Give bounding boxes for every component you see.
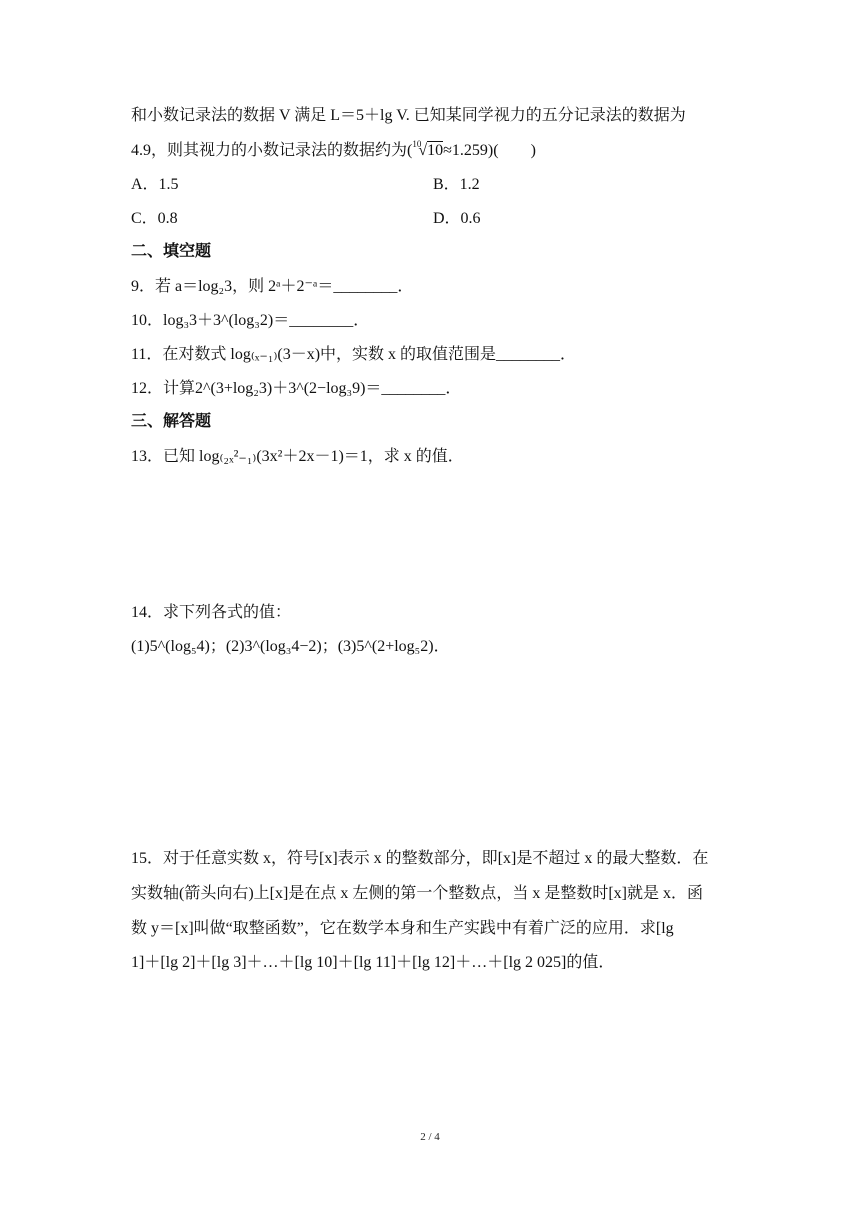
option-c: C．0.8 [131, 210, 178, 227]
section-fill-in-heading: 二、填空题 [131, 243, 212, 260]
question-15-line-3: 数 y＝[x]叫做“取整函数”，它在数学本身和生产实践中有着广泛的应用．求[lg [131, 920, 674, 937]
root-index: 10 [412, 139, 422, 149]
intro-line-1: 和小数记录法的数据 V 满足 L＝5＋lg V. 已知某同学视力的五分记录法的数据为 [131, 107, 686, 124]
intro-line-2-suffix: ≈1.259)( ) [443, 142, 536, 159]
radical-sign-icon: √ [418, 142, 428, 159]
question-15-line-4: 1]＋[lg 2]＋[lg 3]＋…＋[lg 10]＋[lg 11]＋[lg 12]＋…＋[lg 2 025]的值． [131, 954, 615, 971]
tenth-root-expression [412, 140, 443, 162]
question-15-line-1: 15．对于任意实数 x，符号[x]表示 x 的整数部分，即[x]是不超过 x 的最大整数．在 [131, 850, 709, 867]
option-a: A．1.5 [131, 176, 179, 193]
section-solve-heading: 三、解答题 [131, 413, 212, 430]
question-10: 10．log₃3＋3^(log₃2)＝________． [131, 312, 370, 329]
question-11: 11．在对数式 log₍ₓ₋₁₎(3－x)中，实数 x 的取值范围是________． [131, 346, 577, 363]
question-9: 9．若 a＝log₂3，则 2ᵃ＋2⁻ᵃ＝________． [131, 278, 414, 295]
question-12: 12．计算2^(3+log₂3)＋3^(2−log₃9)＝________． [131, 380, 462, 397]
intro-line-2 [131, 140, 536, 162]
question-14-title: 14．求下列各式的值： [131, 604, 292, 621]
question-13: 13．已知 log₍₂ₓ²₋₁₎(3x²＋2x－1)＝1，求 x 的值． [131, 448, 464, 465]
question-14-items: (1)5^(log₅4)；(2)3^(log₃4−2)；(3)5^(2+log₅2)． [131, 638, 450, 655]
options-row-1 [131, 174, 179, 196]
option-d: D．0.6 [433, 210, 481, 227]
question-15-line-2: 实数轴(箭头向右)上[x]是在点 x 左侧的第一个整数点，当 x 是整数时[x]就是 x．函 [131, 885, 703, 902]
page-number: 2 / 4 [420, 1131, 440, 1143]
root-radicand: 10 [427, 142, 444, 159]
intro-line-2-prefix: 4.9，则其视力的小数记录法的数据约为( [131, 142, 413, 159]
option-b: B．1.2 [433, 176, 480, 193]
